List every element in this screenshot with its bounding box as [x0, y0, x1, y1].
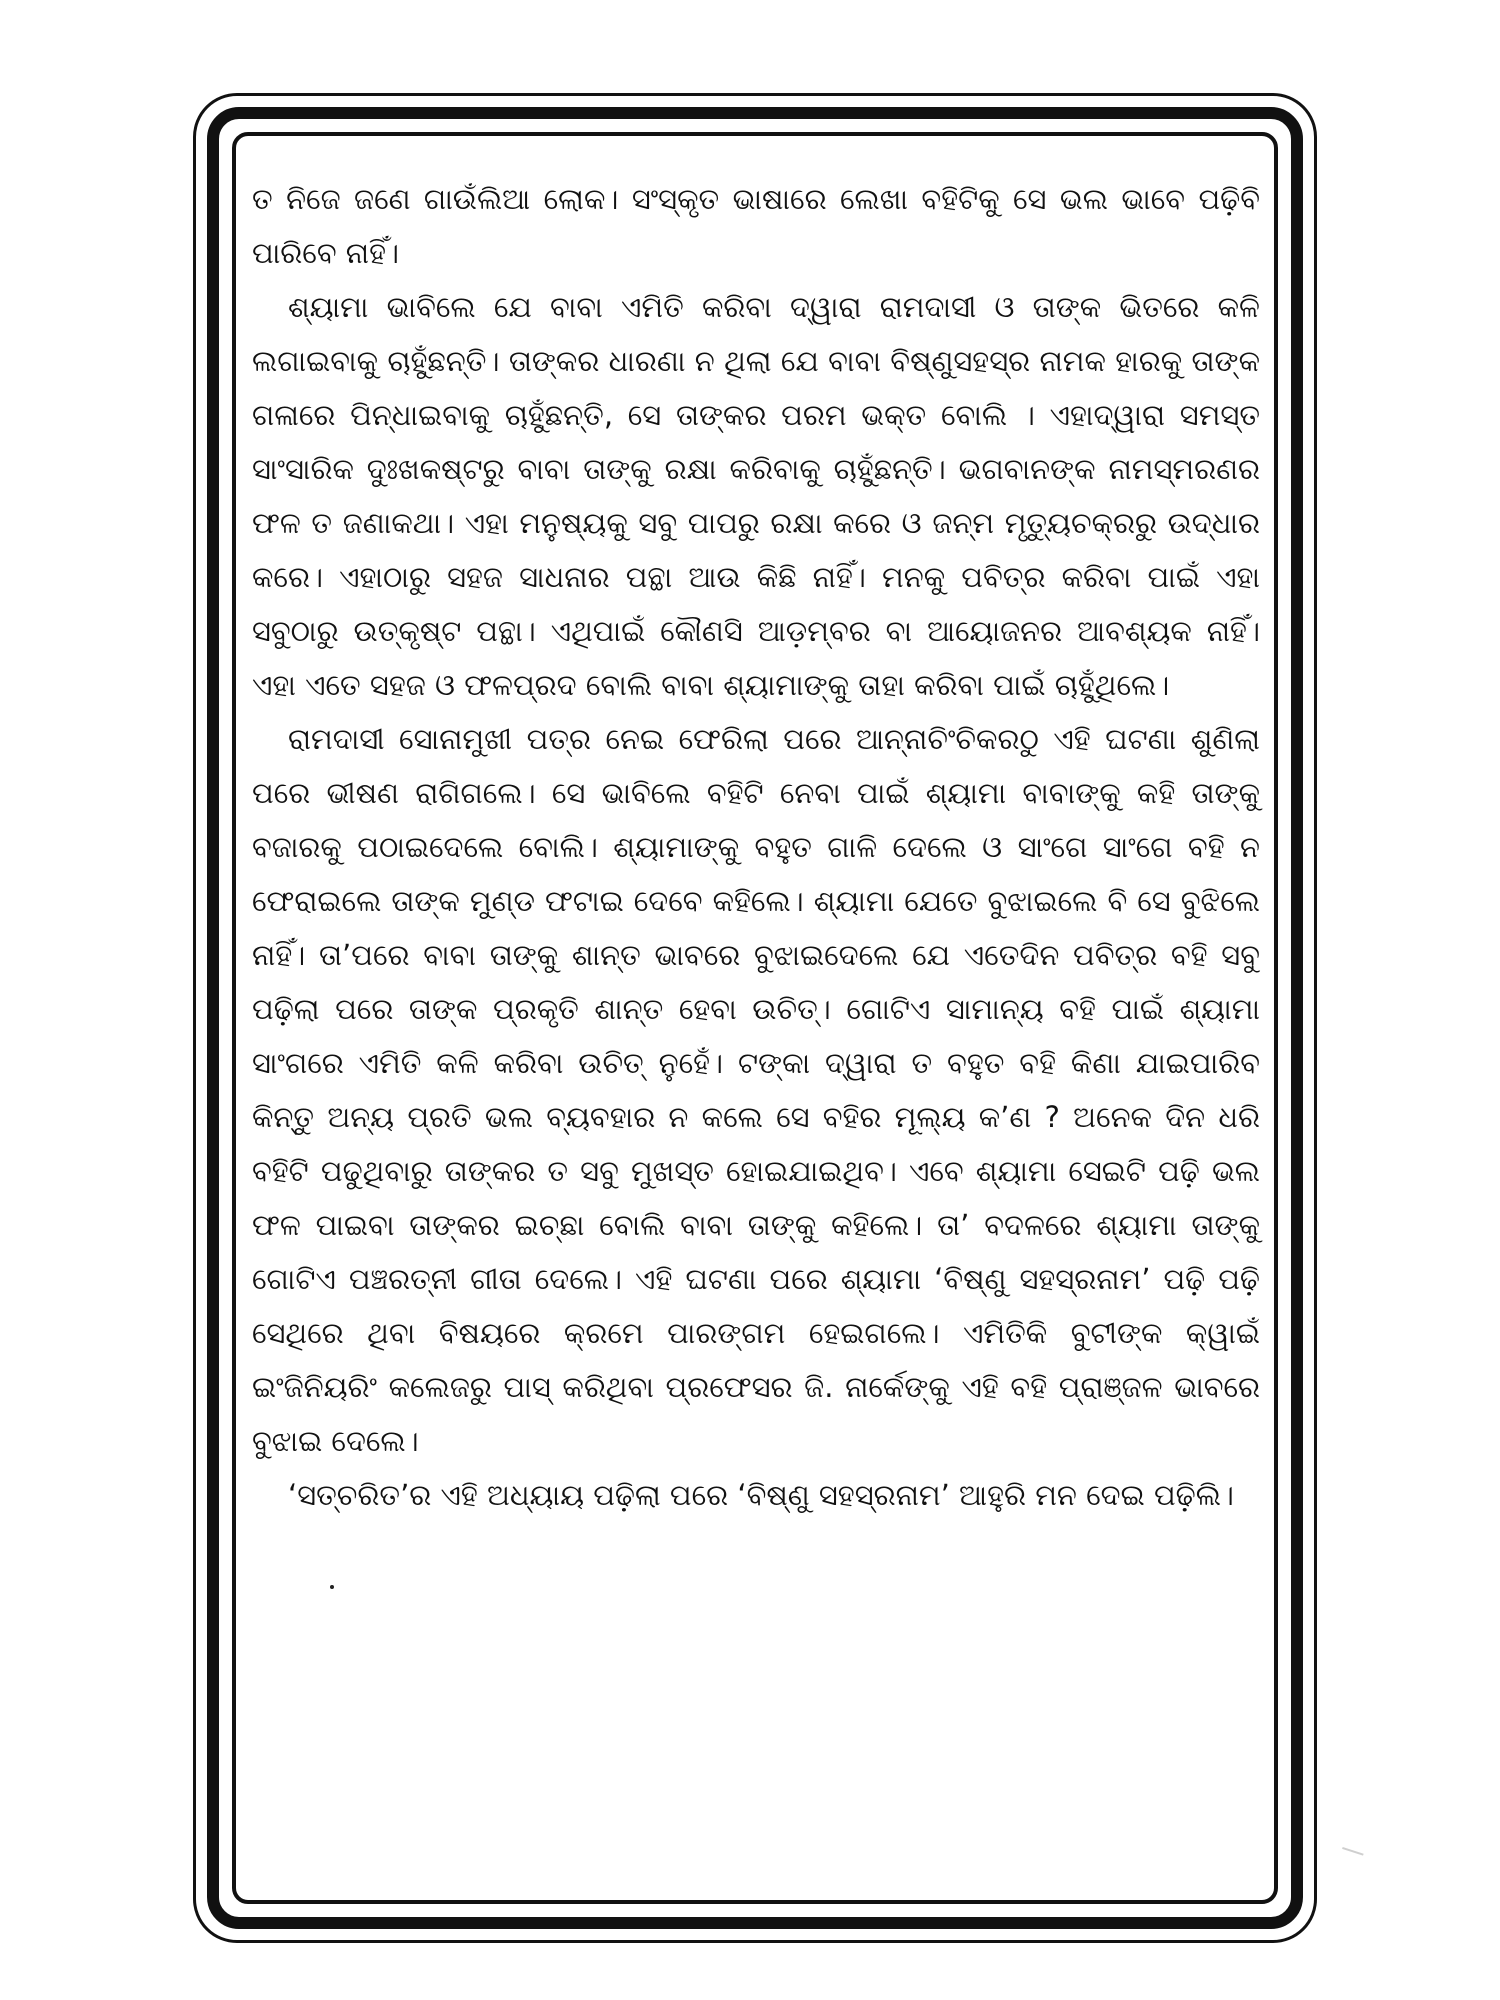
scan-mark: [1338, 1847, 1363, 1867]
stray-dot: [330, 1585, 334, 1589]
paragraph-3: ରାମଦାସୀ ସୋନାମୁଖୀ ପତ୍ର ନେଇ ଫେରିଲା ପରେ ଆନ୍ନାଚିଂଚିକରଠୁ ଏହି ଘଟଣା ଶୁଣିଲା ପରେ ଭୀଷଣ ରାଗିଗଲେ। ସେ ଭାବିଲେ ବହିଟି ନେବା ପାଇଁ ଶ୍ୟାମା ବାବାଙ୍କୁ କହି ତାଙ୍କୁ ବଜାରକୁ ପଠାଇଦେଲେ ବୋଲି। ଶ୍ୟାମାଙ୍କୁ ବହୁତ ଗାଳି ଦେଲେ ଓ ସାଂଗେ ସାଂଗେ ବହି ନ ଫେରାଇଲେ ତାଙ୍କ ମୁଣ୍ଡ ଫଟାଇ ଦେବେ କହିଲେ। ଶ୍ୟାମା ଯେତେ ବୁଝାଇଲେ ବି ସେ ବୁଝିଲେ ନାହିଁ। ତା’ପରେ ବାବା ତାଙ୍କୁ ଶାନ୍ତ ଭାବରେ ବୁଝାଇଦେଲେ ଯେ ଏତେଦିନ ପବିତ୍ର ବହି ସବୁ ପଢ଼ିଲା ପରେ ତାଙ୍କ ପ୍ରକୃତି ଶାନ୍ତ ହେବା ଉଚିତ୍। ଗୋଟିଏ ସାମାନ୍ୟ ବହି ପାଇଁ ଶ୍ୟାମା ସାଂଗରେ ଏମିତି କଳି କରିବା ଉଚିତ୍ ନୁହେଁ। ଟଙ୍କା ଦ୍ୱାରା ତ ବହୁତ ବହି କିଣା ଯାଇପାରିବ କିନ୍ତୁ ଅନ୍ୟ ପ୍ରତି ଭଲ ବ୍ୟବହାର ନ କଲେ ସେ ବହିର ମୂଲ୍ୟ କ’ଣ ? ଅନେକ ଦିନ ଧରି ବହିଟି ପଢୁଥିବାରୁ ତାଙ୍କର ତ ସବୁ ମୁଖସ୍ତ ହୋଇଯାଇଥିବ। ଏବେ ଶ୍ୟାମା ସେଇଟି ପଢ଼ି ଭଲ ଫଳ ପାଇବା ତାଙ୍କର ଇଚ୍ଛା ବୋଲି ବାବା ତାଙ୍କୁ କହିଲେ। ତା’ ବଦଳରେ ଶ୍ୟାମା ତାଙ୍କୁ ଗୋଟିଏ ପଞ୍ଚରତ୍ନୀ ଗୀତା ଦେଲେ। ଏହି ଘଟଣା ପରେ ଶ୍ୟାମା ‘ବିଷ୍ଣୁ ସହସ୍ରନାମ’ ପଢ଼ି ପଢ଼ି ସେଥିରେ ଥିବା ବିଷୟରେ କ୍ରମେ ପାରଙ୍ଗମ ହେଇଗଲେ। ଏମିତିକି ବୁଟୀଙ୍କ କ୍ୱାଇଁ ଇଂଜିନିୟରିଂ କଲେଜରୁ ପାସ୍ କରିଥିବା ପ୍ରଫେସର ଜି. ନାର୍କେଙ୍କୁ ଏହି ବହି ପ୍ରାଞ୍ଜଳ ଭାବରେ ବୁଝାଇ ଦେଲେ।: [252, 722, 1260, 1458]
paragraph-1: ତ ନିଜେ ଜଣେ ଗାଉଁଲିଆ ଲୋକ। ସଂସ୍କୃତ ଭାଷାରେ ଲେଖା ବହିଟିକୁ ସେ ଭଲ ଭାବେ ପଢ଼ିବି ପାରିବେ ନାହିଁ।: [252, 182, 1260, 270]
page-body: [252, 172, 1260, 1522]
paragraph-2: ଶ୍ୟାମା ଭାବିଲେ ଯେ ବାବା ଏମିତି କରିବା ଦ୍ୱାରା ରାମଦାସୀ ଓ ତାଙ୍କ ଭିତରେ କଳି ଲଗାଇବାକୁ ଚାହୁଁଛନ୍ତି। ତାଙ୍କର ଧାରଣା ନ ଥିଲା ଯେ ବାବା ବିଷ୍ଣୁସହସ୍ର ନାମକ ହାରକୁ ତାଙ୍କ ଗଳାରେ ପିନ୍ଧାଇବାକୁ ଚାହୁଁଛନ୍ତି, ସେ ତାଙ୍କର ପରମ ଭକ୍ତ ବୋଲି । ଏହାଦ୍ୱାରା ସମସ୍ତ ସାଂସାରିକ ଦୁଃଖକଷ୍ଟରୁ ବାବା ତାଙ୍କୁ ରକ୍ଷା କରିବାକୁ ଚାହୁଁଛନ୍ତି। ଭଗବାନଙ୍କ ନାମସ୍ମରଣର ଫଳ ତ ଜଣାକଥା। ଏହା ମନୁଷ୍ୟକୁ ସବୁ ପାପରୁ ରକ୍ଷା କରେ ଓ ଜନ୍ମ ମୃତ୍ୟୁଚକ୍ରରୁ ଉଦ୍ଧାର କରେ। ଏହାଠାରୁ ସହଜ ସାଧନାର ପନ୍ଥା ଆଉ କିଛି ନାହିଁ। ମନକୁ ପବିତ୍ର କରିବା ପାଇଁ ଏହା ସବୁଠାରୁ ଉତ୍କୃଷ୍ଟ ପନ୍ଥା। ଏଥିପାଇଁ କୌଣସି ଆଡ଼ମ୍ବର ବା ଆୟୋଜନର ଆବଶ୍ୟକ ନାହିଁ। ଏହା ଏତେ ସହଜ ଓ ଫଳପ୍ରଦ ବୋଲି ବାବା ଶ୍ୟାମାଙ୍କୁ ତାହା କରିବା ପାଇଁ ଚାହୁଁଥିଲେ।: [252, 290, 1260, 702]
paragraph-4: ‘ସତ୍‌ଚରିତ’ର ଏହି ଅଧ୍ୟାୟ ପଢ଼ିଲା ପରେ ‘ବିଷ୍ଣୁ ସହସ୍ରନାମ’ ଆହୁରି ମନ ଦେଇ ପଢ଼ିଲି।: [288, 1478, 1234, 1512]
